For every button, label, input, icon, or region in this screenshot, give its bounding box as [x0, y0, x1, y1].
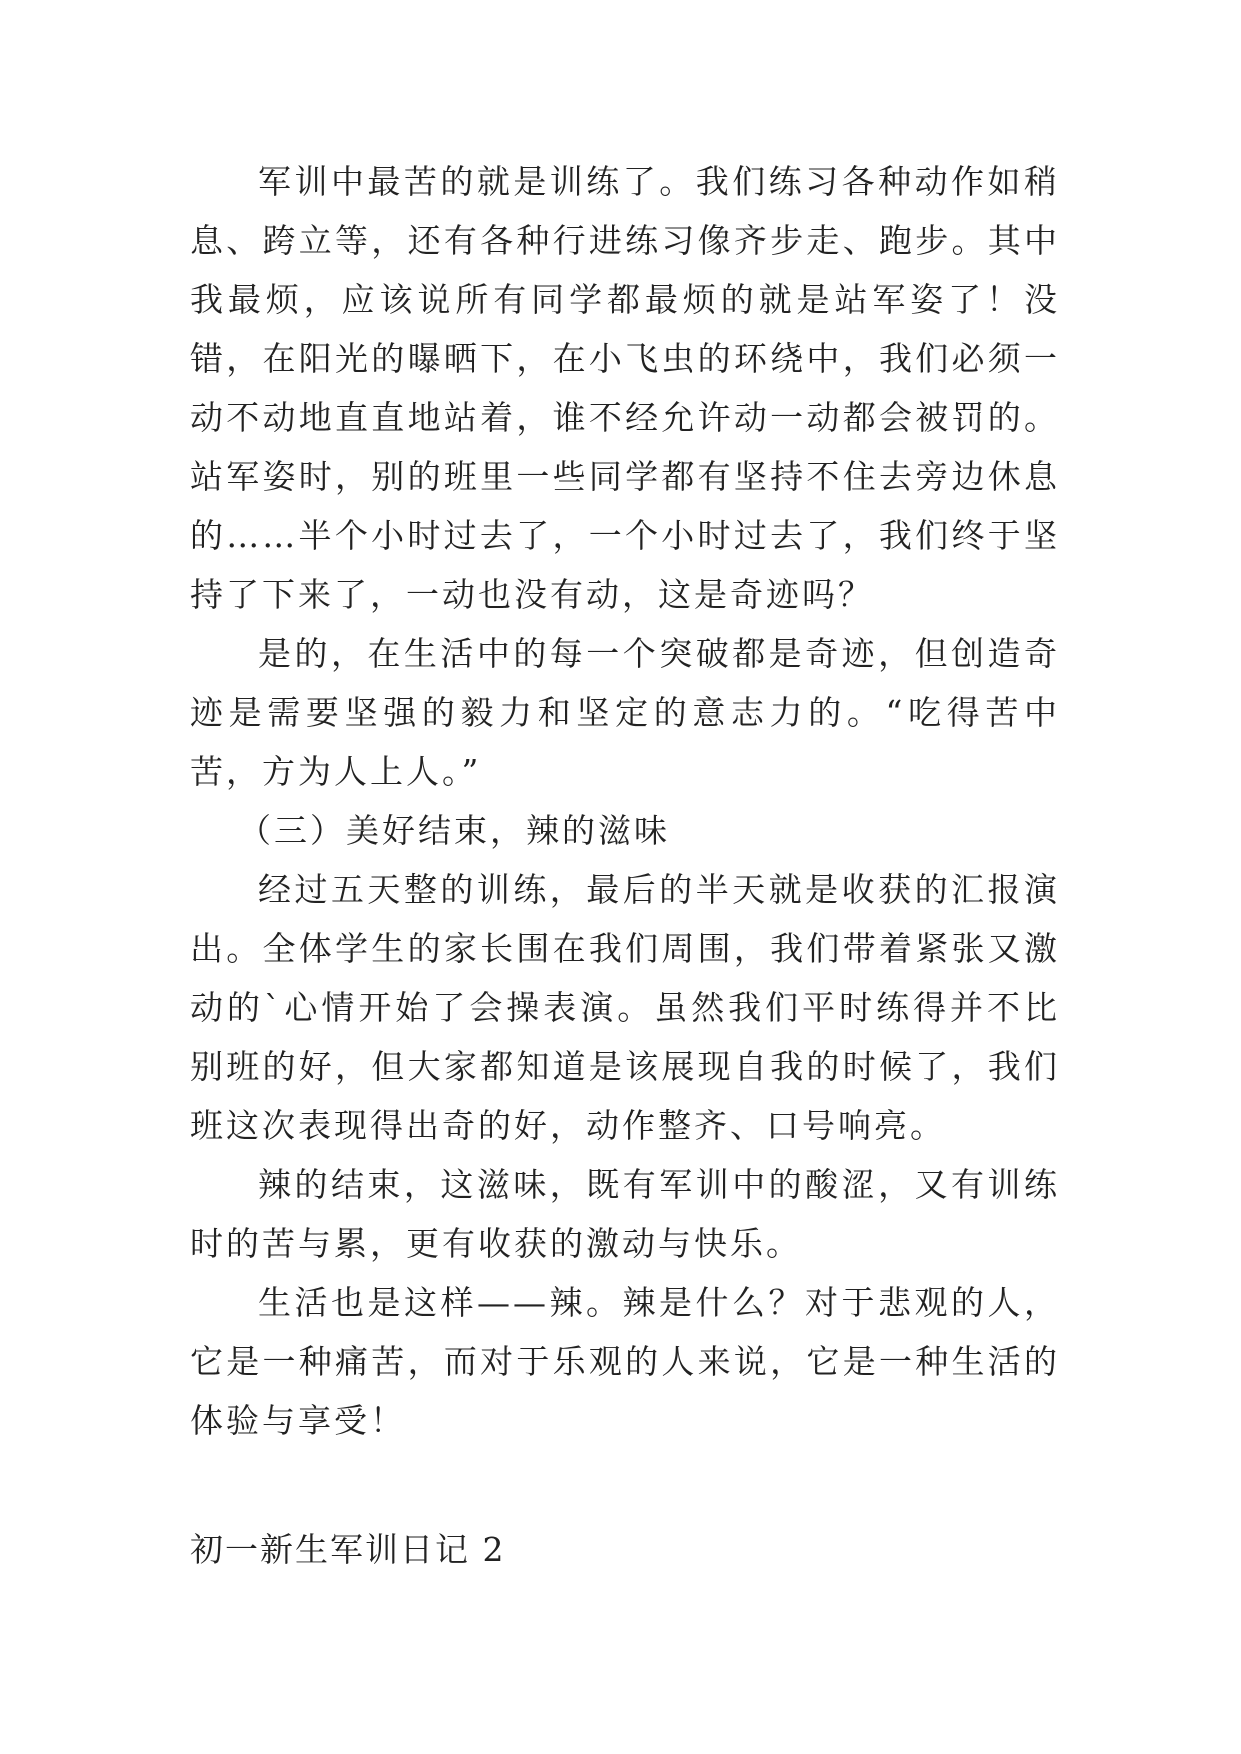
document-body	[190, 152, 1060, 1450]
paragraph-military-training: 军训中最苦的就是训练了。我们练习各种动作如稍息、跨立等，还有各种行进练习像齐步走、跑步。其中我最烦，应该说所有同学都最烦的就是站军姿了！没错，在阳光的曝晒下，在小飞虫的环绕中，我们必须一动不动地直直地站着，谁不经允许动一动都会被罚的。站军姿时，别的班里一些同学都有坚持不住去旁边休息的……半个小时过去了，一个小时过去了，我们终于坚持了下来了，一动也没有动，这是奇迹吗？	[190, 162, 1060, 614]
paragraph-spicy-ending: 辣的结束，这滋味，既有军训中的酸涩，又有训练时的苦与累，更有收获的激动与快乐。	[190, 1165, 1060, 1263]
next-diary-title: 初一新生军训日记 2	[190, 1530, 506, 1569]
paragraph-life-spicy: 生活也是这样——辣。辣是什么？对于悲观的人，它是一种痛苦，而对于乐观的人来说，它是一种生活的体验与享受！	[190, 1283, 1060, 1440]
section-heading: （三）美好结束，辣的滋味	[238, 811, 670, 850]
paragraph-miracle: 是的，在生活中的每一个突破都是奇迹，但创造奇迹是需要坚强的毅力和坚定的意志力的。“吃得苦中苦，方为人上人。”	[190, 634, 1060, 791]
paragraph-performance: 经过五天整的训练，最后的半天就是收获的汇报演出。全体学生的家长围在我们周围，我们带着紧张又激动的`心情开始了会操表演。虽然我们平时练得并不比别班的好，但大家都知道是该展现自我的时候了，我们班这次表现得出奇的好，动作整齐、口号响亮。	[190, 870, 1060, 1145]
